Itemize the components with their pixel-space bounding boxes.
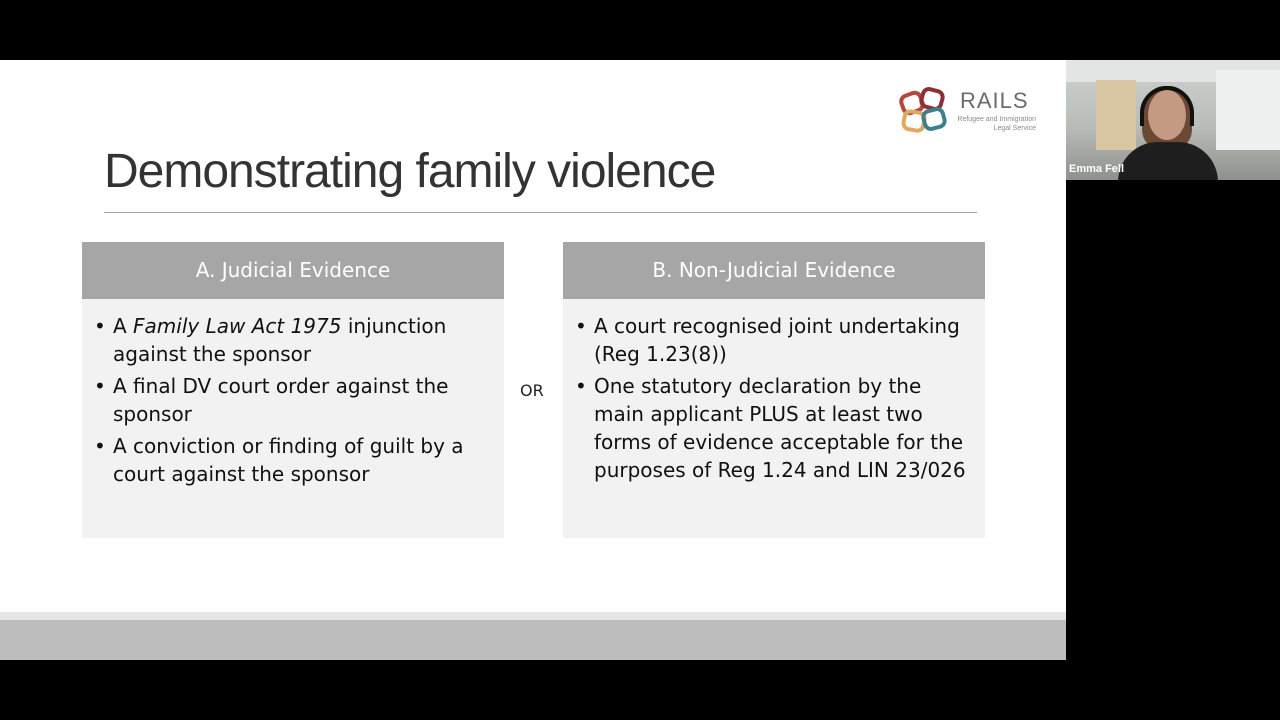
bullet-icon: • [575, 374, 587, 398]
list-item [94, 312, 492, 368]
list-item [94, 432, 492, 488]
non-judicial-evidence-list [563, 299, 985, 484]
logo-subtitle-line1: Refugee and Immigration [957, 116, 1036, 123]
list-item [94, 372, 492, 428]
logo-wordmark: RAILS [960, 88, 1029, 113]
rails-logo [898, 86, 1048, 142]
bullet-icon: • [94, 374, 106, 398]
slide-title: Demonstrating family violence [104, 145, 716, 198]
list-item-text: A conviction or finding of guilt by a court against the sponsor [113, 434, 464, 486]
video-window [1216, 70, 1280, 150]
act-name: Family Law Act 1975 [133, 314, 342, 338]
list-item-text: injunction against the sponsor [113, 314, 447, 366]
slide-footer-edge [0, 612, 1066, 620]
video-shelf [1096, 80, 1136, 150]
list-item-text: A court recognised joint undertaking (Reg 1.23(8)) [594, 314, 960, 366]
participant-name: Emma Fell [1069, 163, 1125, 175]
bullet-icon: • [94, 434, 106, 458]
title-divider [104, 212, 977, 213]
participant-video-tile[interactable] [1066, 60, 1280, 180]
non-judicial-evidence-box [563, 242, 985, 538]
judicial-evidence-heading: A. Judicial Evidence [82, 242, 504, 299]
logo-subtitle-line2: Legal Service [993, 125, 1036, 132]
headset-icon [1140, 86, 1194, 126]
list-item [575, 372, 973, 484]
bullet-icon: • [575, 314, 587, 338]
list-item-text: One statutory declaration by the main applicant PLUS at least two forms of evidence acceptable for the purposes of Reg 1.24 and LIN 23/026 [594, 374, 966, 482]
bullet-icon: • [94, 314, 106, 338]
judicial-evidence-box [82, 242, 504, 538]
judicial-evidence-list [82, 299, 504, 488]
or-label: OR [520, 381, 544, 400]
rails-logo-icon [898, 86, 954, 142]
list-item [575, 312, 973, 368]
presentation-slide [0, 60, 1066, 660]
list-item-text: A [113, 314, 134, 338]
non-judicial-evidence-heading: B. Non-Judicial Evidence [563, 242, 985, 299]
slide-footer-bar [0, 620, 1066, 660]
logo-subtitle [954, 115, 1036, 133]
list-item-text: A final DV court order against the sponsor [113, 374, 449, 426]
